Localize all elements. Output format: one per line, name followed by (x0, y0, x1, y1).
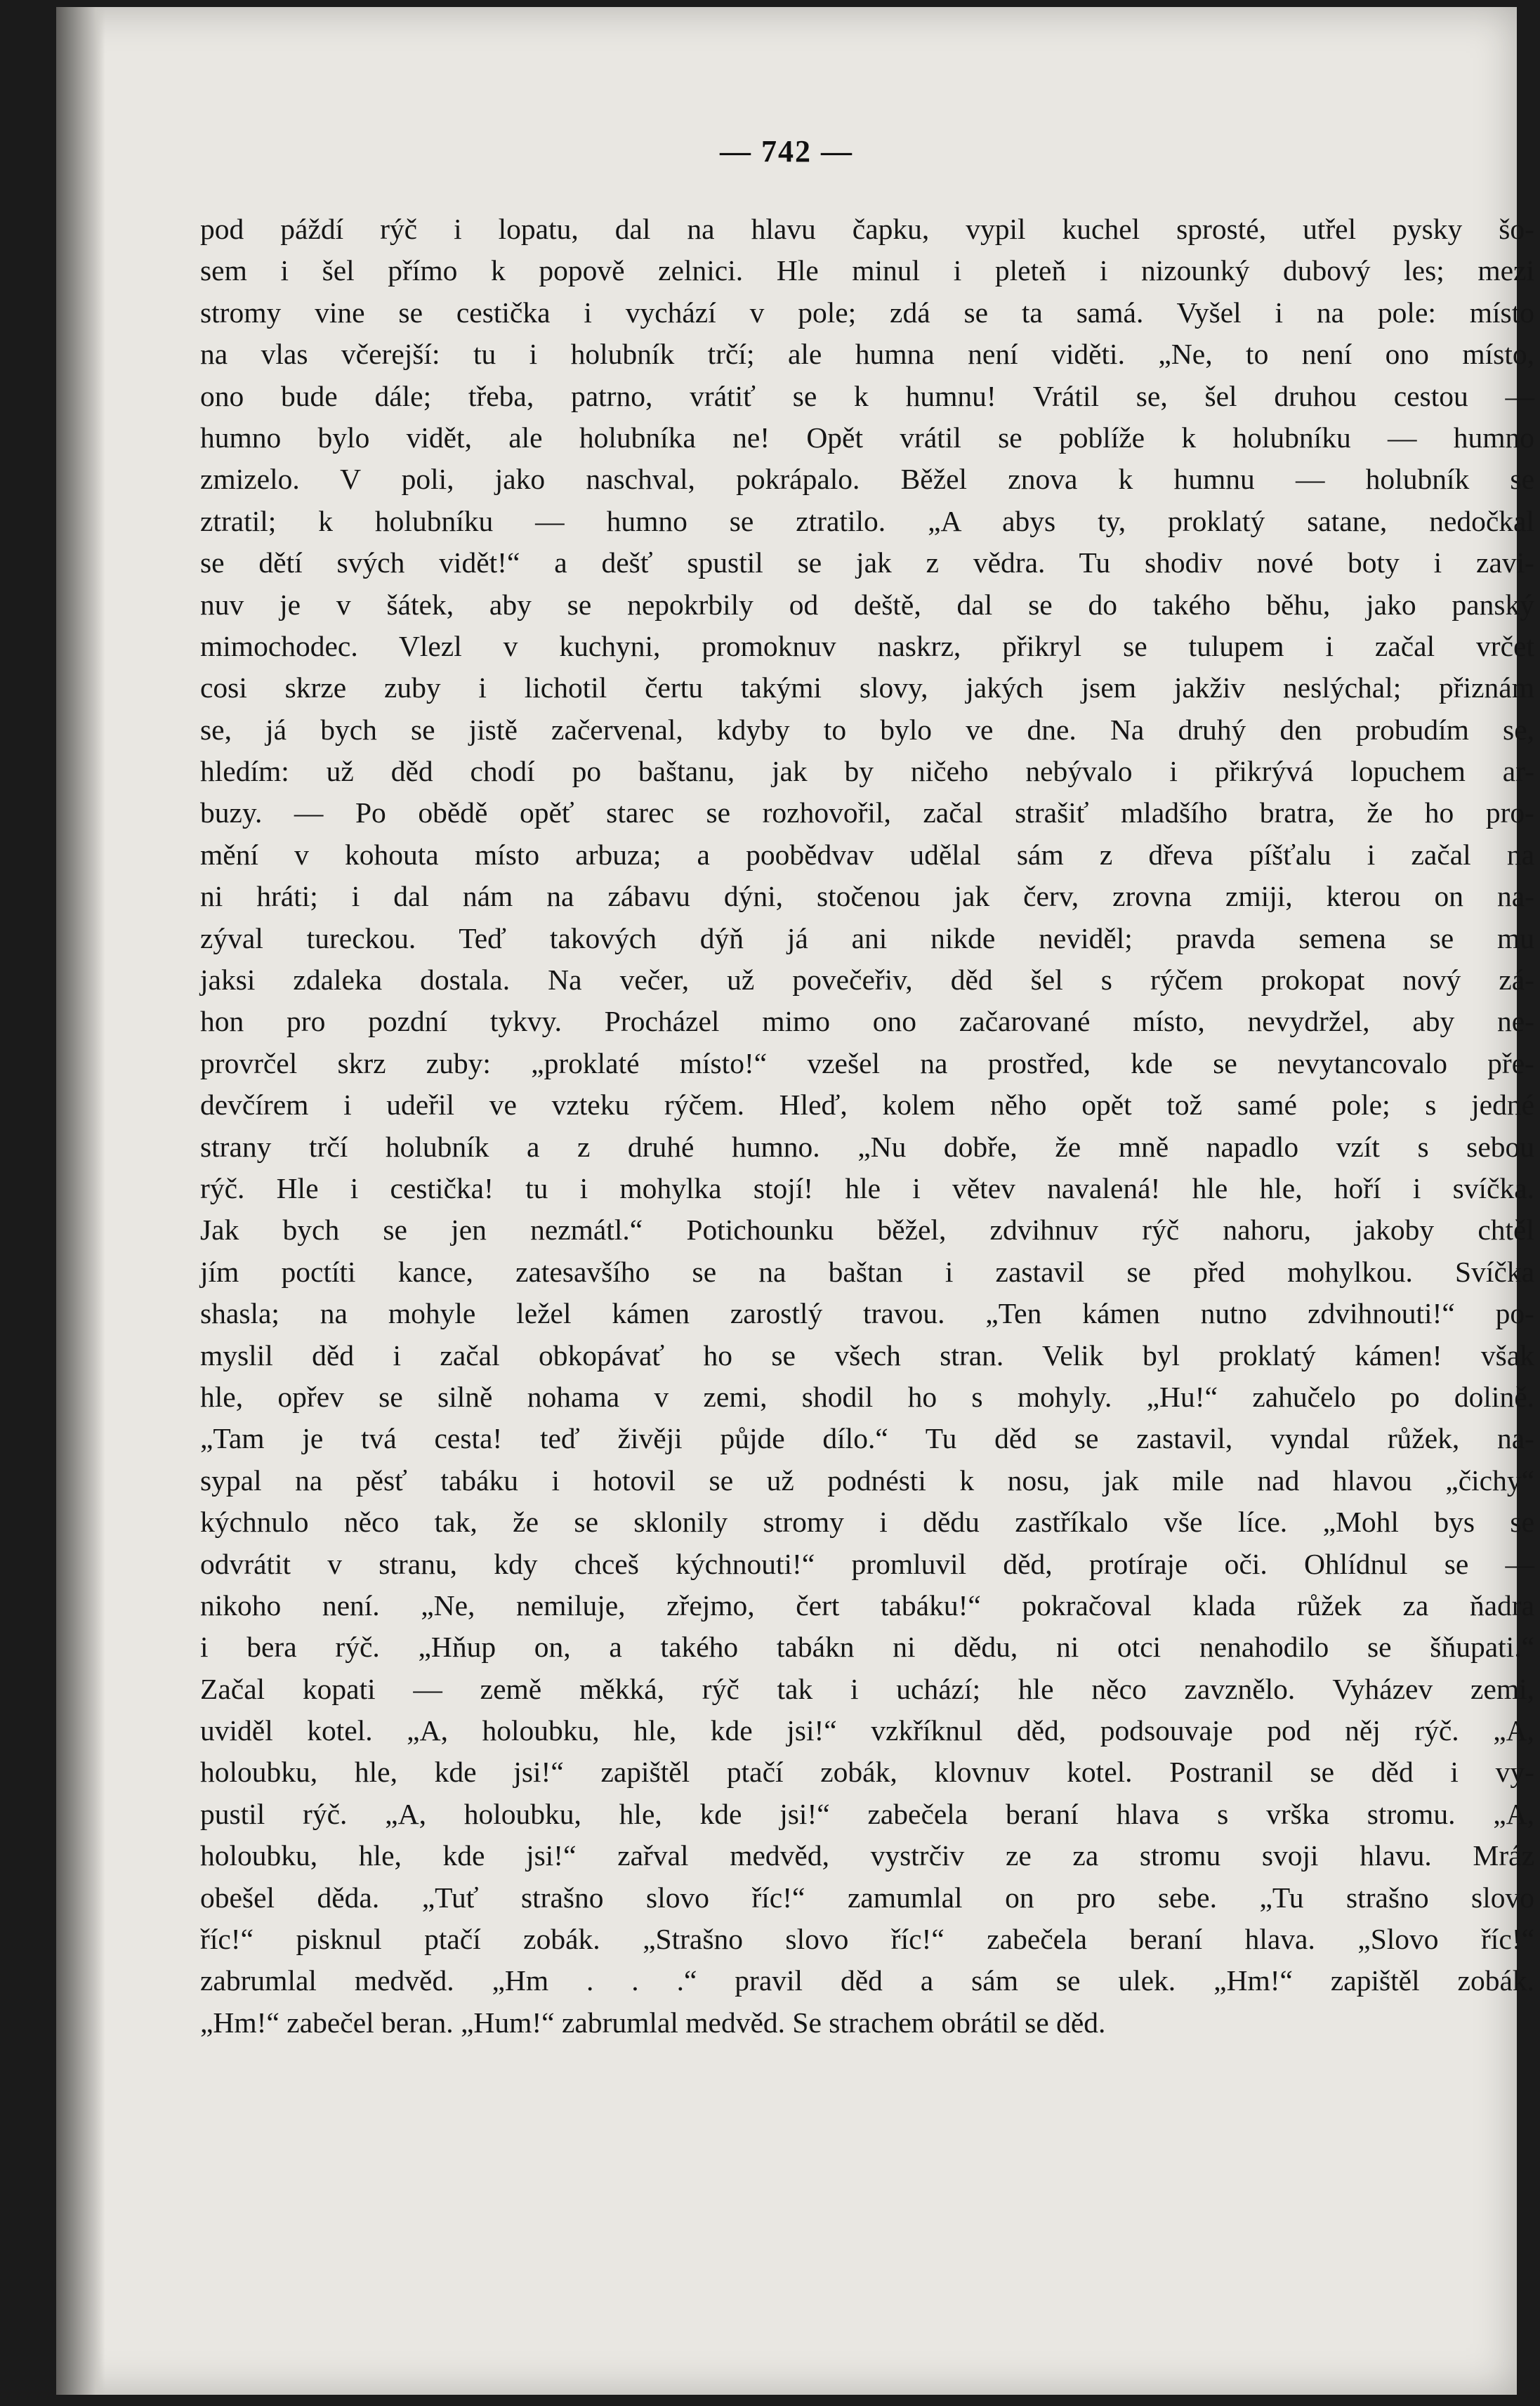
text-line: na vlas včerejší: tu i holubník trčí; ale humna není viděti. „Ne, to není ono místo, (200, 338, 1534, 371)
text-line: Jak bych se jen nezmátl.“ Potichounku běžel, zdvihnuv rýč nahoru, jakoby chtěl (200, 1214, 1534, 1247)
book-page (56, 7, 1534, 2395)
body-text (200, 209, 1534, 2044)
text-line: nikoho není. „Ne, nemiluje, zřejmo, čert tabáku!“ pokračoval klada růžek za ňadra (200, 1589, 1534, 1622)
text-line: devčírem i udeřil ve vzteku rýčem. Hleď, kolem něho opět tož samé pole; s jedné (200, 1089, 1534, 1122)
text-line: ono bude dále; třeba, patrno, vrátiť se k humnu! Vrátil se, šel druhou cestou — (200, 379, 1534, 412)
text-line: zabrumlal medvěd. „Hm . . .“ pravil děd a sám se ulek. „Hm!“ zapištěl zobák. (200, 1964, 1534, 1997)
text-line: strany trčí holubník a z druhé humno. „Nu dobře, že mně napadlo vzít s sebou (200, 1130, 1534, 1163)
text-line: hon pro pozdní tykvy. Procházel mimo ono začarované místo, nevydržel, aby ne- (200, 1005, 1534, 1038)
text-line: „Hm!“ zabečel beran. „Hum!“ zabrumlal medvěd. Se strachem obrátil se děd. (200, 2006, 1106, 2039)
text-line: mění v kohouta místo arbuza; a poobědvav udělal sám z dřeva píšťalu i začal na (200, 838, 1534, 871)
page-gutter-shadow (56, 7, 105, 2395)
text-line: holoubku, hle, kde jsi!“ zařval medvěd, vystrčiv ze za stromu svoji hlavu. Mráz (200, 1839, 1534, 1872)
text-line: shasla; na mohyle ležel kámen zarostlý travou. „Ten kámen nutno zdvihnouti!“ po- (200, 1297, 1534, 1330)
text-line: kýchnulo něco tak, že se sklonily stromy i dědu zastříkalo vše líce. „Mohl bys se (200, 1506, 1534, 1539)
text-line: mimochodec. Vlezl v kuchyni, promoknuv naskrz, přikryl se tulupem i začal vrčet (200, 629, 1534, 662)
text-line: se dětí svých vidět!“ a dešť spustil se jak z vědra. Tu shodiv nové boty i zavi- (200, 546, 1534, 579)
page-number: — 742 — (720, 134, 853, 169)
text-line: hledím: už děd chodí po baštanu, jak by ničeho nebývalo i přikrývá lopuchem ar- (200, 755, 1534, 788)
text-line: nuv je v šátek, aby se nepokrbily od deště, dal se do takého běhu, jako panský (200, 588, 1534, 621)
text-line: provrčel skrz zuby: „proklaté místo!“ vzešel na prostřed, kde se nevytancovalo pře- (200, 1046, 1534, 1079)
text-line: zmizelo. V poli, jako naschval, pokrápalo. Běžel znova k humnu — holubník se (200, 463, 1534, 496)
text-line: sypal na pěsť tabáku i hotovil se už podnésti k nosu, jak mile nad hlavou „čichy“ (200, 1464, 1534, 1497)
text-line: rýč. Hle i cestička! tu i mohylka stojí! hle i větev navalená! hle hle, hoří i svíčka. (200, 1171, 1534, 1204)
text-line: uviděl kotel. „A, holoubku, hle, kde jsi!“ vzkříknul děd, podsouvaje pod něj rýč. „A, (200, 1714, 1534, 1747)
text-line: cosi skrze zuby i lichotil čertu takými slovy, jakých jsem jakživ neslýchal; přiznám (200, 671, 1534, 704)
text-line: humno bylo vidět, ale holubníka ne! Opět vrátil se poblíže k holubníku — humno (200, 421, 1534, 454)
text-line: buzy. — Po obědě opěť starec se rozhovořil, začal strašiť mladšího bratra, že ho pro- (200, 796, 1534, 829)
text-line: říc!“ pisknul ptačí zobák. „Strašno slovo říc!“ zabečela beraní hlava. „Slovo říc!“ (200, 1923, 1534, 1956)
text-line: obešel děda. „Tuť strašno slovo říc!“ zamumlal on pro sebe. „Tu strašno slovo (200, 1881, 1534, 1914)
text-line: pustil rýč. „A, holoubku, hle, kde jsi!“ zabečela beraní hlava s vrška stromu. „A, (200, 1797, 1534, 1830)
text-line: i bera rýč. „Hňup on, a takého tabákn ni dědu, ni otci nenahodilo se šňupati.“ (200, 1631, 1534, 1664)
text-line: se, já bych se jistě začervenal, kdyby to bylo ve dne. Na druhý den probudím se, (200, 713, 1534, 746)
text-line: pod páždí rýč i lopatu, dal na hlavu čapku, vypil kuchel sprosté, utřel pysky šo- (200, 213, 1534, 245)
text-line: stromy vine se cestička i vychází v pole; zdá se ta samá. Vyšel i na pole: místo (200, 296, 1534, 329)
text-line: myslil děd i začal obkopávať ho se všech stran. Velik byl proklatý kámen! však (200, 1339, 1534, 1372)
text-line: holoubku, hle, kde jsi!“ zapištěl ptačí zobák, klovnuv kotel. Postranil se děd i vy- (200, 1756, 1534, 1789)
text-line: Začal kopati — země měkká, rýč tak i uchází; hle něco zavznělo. Vyházev zemi, (200, 1672, 1534, 1705)
text-line: jaksi zdaleka dostala. Na večer, už povečeřiv, děd šel s rýčem prokopat nový zá- (200, 964, 1534, 997)
text-line: hle, opřev se silně nohama v zemi, shodil ho s mohyly. „Hu!“ zahučelo po dolině. (200, 1380, 1534, 1413)
text-line: zýval tureckou. Teď takových dýň já ani nikde neviděl; pravda semena se mu (200, 921, 1534, 954)
text-line: jím poctíti kance, zatesavšího se na baštan i zastavil se před mohylkou. Svíčka (200, 1255, 1534, 1288)
text-line: sem i šel přímo k popově zelnici. Hle minul i pleteň i nizounký dubový les; mezi (200, 254, 1534, 287)
text-line: ni hráti; i dal nám na zábavu dýni, stočenou jak červ, zrovna zmiji, kterou on na- (200, 880, 1534, 913)
text-line: odvrátit v stranu, kdy chceš kýchnouti!“ promluvil děd, protíraje oči. Ohlídnul se — (200, 1547, 1534, 1580)
text-line: ztratil; k holubníku — humno se ztratilo. „A abys ty, proklatý satane, nedočkal (200, 504, 1534, 537)
text-line: „Tam je tvá cesta! teď živěji půjde dílo.“ Tu děd se zastavil, vyndal růžek, na- (200, 1422, 1534, 1455)
